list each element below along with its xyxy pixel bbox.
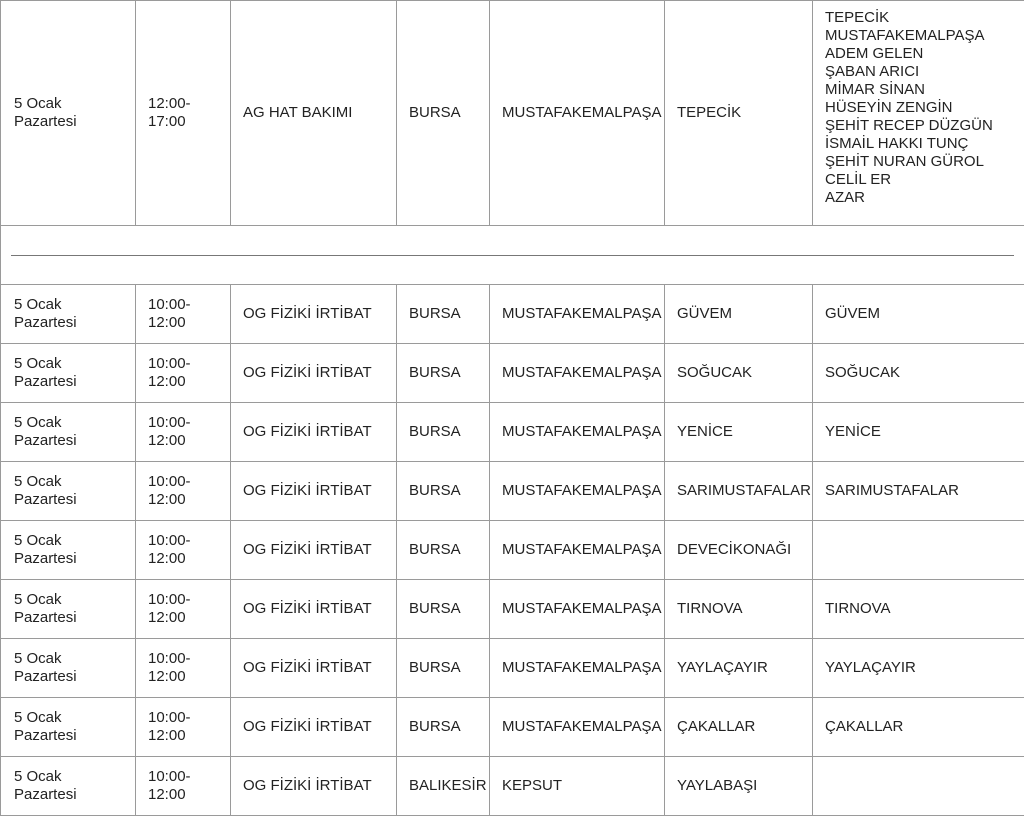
date-weekday: Pazartesi bbox=[14, 314, 135, 332]
district-cell: MUSTAFAKEMALPAŞA bbox=[490, 580, 665, 639]
work-cell: OG FİZİKİ İRTİBAT bbox=[231, 285, 397, 344]
date-cell bbox=[1, 521, 136, 580]
time-cell bbox=[136, 285, 231, 344]
time-cell bbox=[136, 698, 231, 757]
street-cell: SARIMUSTAFALAR bbox=[813, 462, 1024, 521]
date-cell bbox=[1, 580, 136, 639]
table-row bbox=[1, 639, 1024, 698]
time-cell bbox=[136, 462, 231, 521]
time-cell bbox=[136, 639, 231, 698]
date-cell bbox=[1, 639, 136, 698]
date-day: 5 Ocak bbox=[14, 709, 135, 727]
date-weekday: Pazartesi bbox=[14, 786, 135, 804]
table-row bbox=[1, 344, 1024, 403]
street-cell: SOĞUCAK bbox=[813, 344, 1024, 403]
street-name: ŞABAN ARICI bbox=[825, 63, 1024, 81]
date-cell bbox=[1, 344, 136, 403]
district-cell: MUSTAFAKEMALPAŞA bbox=[490, 521, 665, 580]
city-cell: BURSA bbox=[397, 639, 490, 698]
work-cell: OG FİZİKİ İRTİBAT bbox=[231, 462, 397, 521]
time-end: 12:00 bbox=[148, 373, 230, 391]
city-cell: BURSA bbox=[397, 521, 490, 580]
neighborhood-cell: GÜVEM bbox=[665, 285, 813, 344]
street-name: CELİL ER bbox=[825, 171, 1024, 189]
time-cell bbox=[136, 403, 231, 462]
date-day: 5 Ocak bbox=[14, 296, 135, 314]
neighborhood-cell: SOĞUCAK bbox=[665, 344, 813, 403]
time-end: 12:00 bbox=[148, 550, 230, 568]
district-cell: MUSTAFAKEMALPAŞA bbox=[490, 344, 665, 403]
street-name: İSMAİL HAKKI TUNÇ bbox=[825, 135, 1024, 153]
street-name: HÜSEYİN ZENGİN bbox=[825, 99, 1024, 117]
work-cell: OG FİZİKİ İRTİBAT bbox=[231, 698, 397, 757]
district-cell: MUSTAFAKEMALPAŞA bbox=[490, 462, 665, 521]
city-cell: BURSA bbox=[397, 285, 490, 344]
neighborhood-cell: YENİCE bbox=[665, 403, 813, 462]
city-cell: BALIKESİR bbox=[397, 757, 490, 816]
work-cell: OG FİZİKİ İRTİBAT bbox=[231, 403, 397, 462]
time-end: 12:00 bbox=[148, 314, 230, 332]
district-cell: MUSTAFAKEMALPAŞA bbox=[490, 403, 665, 462]
table-row bbox=[1, 285, 1024, 344]
table-row bbox=[1, 757, 1024, 816]
district-cell: MUSTAFAKEMALPAŞA bbox=[490, 698, 665, 757]
horizontal-rule bbox=[11, 255, 1014, 256]
neighborhood-cell: SARIMUSTAFALAR bbox=[665, 462, 813, 521]
date-weekday: Pazartesi bbox=[14, 727, 135, 745]
city-cell: BURSA bbox=[397, 580, 490, 639]
district-cell: KEPSUT bbox=[490, 757, 665, 816]
city-cell: BURSA bbox=[397, 344, 490, 403]
district-cell: MUSTAFAKEMALPAŞA bbox=[490, 285, 665, 344]
table-row bbox=[1, 403, 1024, 462]
time-start: 10:00- bbox=[148, 768, 230, 786]
street-cell: YAYLAÇAYIR bbox=[813, 639, 1024, 698]
neighborhood-cell: YAYLABAŞI bbox=[665, 757, 813, 816]
date-weekday: Pazartesi bbox=[14, 491, 135, 509]
date-day: 5 Ocak bbox=[14, 591, 135, 609]
street-name: MİMAR SİNAN bbox=[825, 81, 1024, 99]
date-day: 5 Ocak bbox=[14, 95, 135, 113]
street-name: ADEM GELEN bbox=[825, 45, 1024, 63]
table-row bbox=[1, 1, 1024, 226]
time-start: 10:00- bbox=[148, 650, 230, 668]
outage-rows bbox=[1, 285, 1024, 816]
city-cell: BURSA bbox=[397, 698, 490, 757]
time-cell bbox=[136, 757, 231, 816]
separator-row bbox=[1, 226, 1024, 285]
work-cell: OG FİZİKİ İRTİBAT bbox=[231, 521, 397, 580]
work-cell: OG FİZİKİ İRTİBAT bbox=[231, 344, 397, 403]
work-cell: OG FİZİKİ İRTİBAT bbox=[231, 639, 397, 698]
date-day: 5 Ocak bbox=[14, 414, 135, 432]
neighborhood-cell: TEPECİK bbox=[665, 1, 813, 226]
work-cell: OG FİZİKİ İRTİBAT bbox=[231, 757, 397, 816]
time-end: 12:00 bbox=[148, 491, 230, 509]
work-cell: AG HAT BAKIMI bbox=[231, 1, 397, 226]
street-name: ŞEHİT RECEP DÜZGÜN bbox=[825, 117, 1024, 135]
table-row bbox=[1, 698, 1024, 757]
date-cell bbox=[1, 698, 136, 757]
date-cell bbox=[1, 757, 136, 816]
neighborhood-cell: TIRNOVA bbox=[665, 580, 813, 639]
time-end: 12:00 bbox=[148, 609, 230, 627]
streets-cell bbox=[813, 1, 1024, 226]
date-cell bbox=[1, 1, 136, 226]
time-start: 10:00- bbox=[148, 591, 230, 609]
district-cell: MUSTAFAKEMALPAŞA bbox=[490, 1, 665, 226]
neighborhood-cell: DEVECİKONAĞI bbox=[665, 521, 813, 580]
date-weekday: Pazartesi bbox=[14, 609, 135, 627]
time-start: 10:00- bbox=[148, 355, 230, 373]
date-day: 5 Ocak bbox=[14, 473, 135, 491]
work-cell: OG FİZİKİ İRTİBAT bbox=[231, 580, 397, 639]
time-end: 12:00 bbox=[148, 786, 230, 804]
time-start: 12:00- bbox=[148, 95, 230, 113]
table-row bbox=[1, 580, 1024, 639]
time-end: 12:00 bbox=[148, 727, 230, 745]
date-weekday: Pazartesi bbox=[14, 550, 135, 568]
time-cell bbox=[136, 521, 231, 580]
time-start: 10:00- bbox=[148, 414, 230, 432]
time-cell bbox=[136, 1, 231, 226]
time-end: 12:00 bbox=[148, 668, 230, 686]
outage-table-body bbox=[1, 1, 1024, 285]
street-cell: ÇAKALLAR bbox=[813, 698, 1024, 757]
date-weekday: Pazartesi bbox=[14, 113, 135, 131]
time-cell bbox=[136, 580, 231, 639]
date-cell bbox=[1, 462, 136, 521]
street-name: MUSTAFAKEMALPAŞA bbox=[825, 27, 1024, 45]
city-cell: BURSA bbox=[397, 462, 490, 521]
date-weekday: Pazartesi bbox=[14, 432, 135, 450]
date-cell bbox=[1, 285, 136, 344]
date-weekday: Pazartesi bbox=[14, 668, 135, 686]
date-day: 5 Ocak bbox=[14, 355, 135, 373]
city-cell: BURSA bbox=[397, 1, 490, 226]
city-cell: BURSA bbox=[397, 403, 490, 462]
date-cell bbox=[1, 403, 136, 462]
time-end: 12:00 bbox=[148, 432, 230, 450]
time-start: 10:00- bbox=[148, 532, 230, 550]
district-cell: MUSTAFAKEMALPAŞA bbox=[490, 639, 665, 698]
neighborhood-cell: YAYLAÇAYIR bbox=[665, 639, 813, 698]
street-cell: TIRNOVA bbox=[813, 580, 1024, 639]
street-cell bbox=[813, 521, 1024, 580]
time-start: 10:00- bbox=[148, 296, 230, 314]
table-row bbox=[1, 521, 1024, 580]
street-name: AZAR bbox=[825, 189, 1024, 207]
time-start: 10:00- bbox=[148, 709, 230, 727]
street-cell: GÜVEM bbox=[813, 285, 1024, 344]
neighborhood-cell: ÇAKALLAR bbox=[665, 698, 813, 757]
date-day: 5 Ocak bbox=[14, 768, 135, 786]
date-weekday: Pazartesi bbox=[14, 373, 135, 391]
date-day: 5 Ocak bbox=[14, 650, 135, 668]
time-cell bbox=[136, 344, 231, 403]
table-row bbox=[1, 462, 1024, 521]
date-day: 5 Ocak bbox=[14, 532, 135, 550]
time-end: 17:00 bbox=[148, 113, 230, 131]
separator-cell bbox=[1, 226, 1024, 285]
time-start: 10:00- bbox=[148, 473, 230, 491]
street-name: ŞEHİT NURAN GÜROL bbox=[825, 153, 1024, 171]
street-name: TEPECİK bbox=[825, 9, 1024, 27]
street-cell: YENİCE bbox=[813, 403, 1024, 462]
street-cell bbox=[813, 757, 1024, 816]
